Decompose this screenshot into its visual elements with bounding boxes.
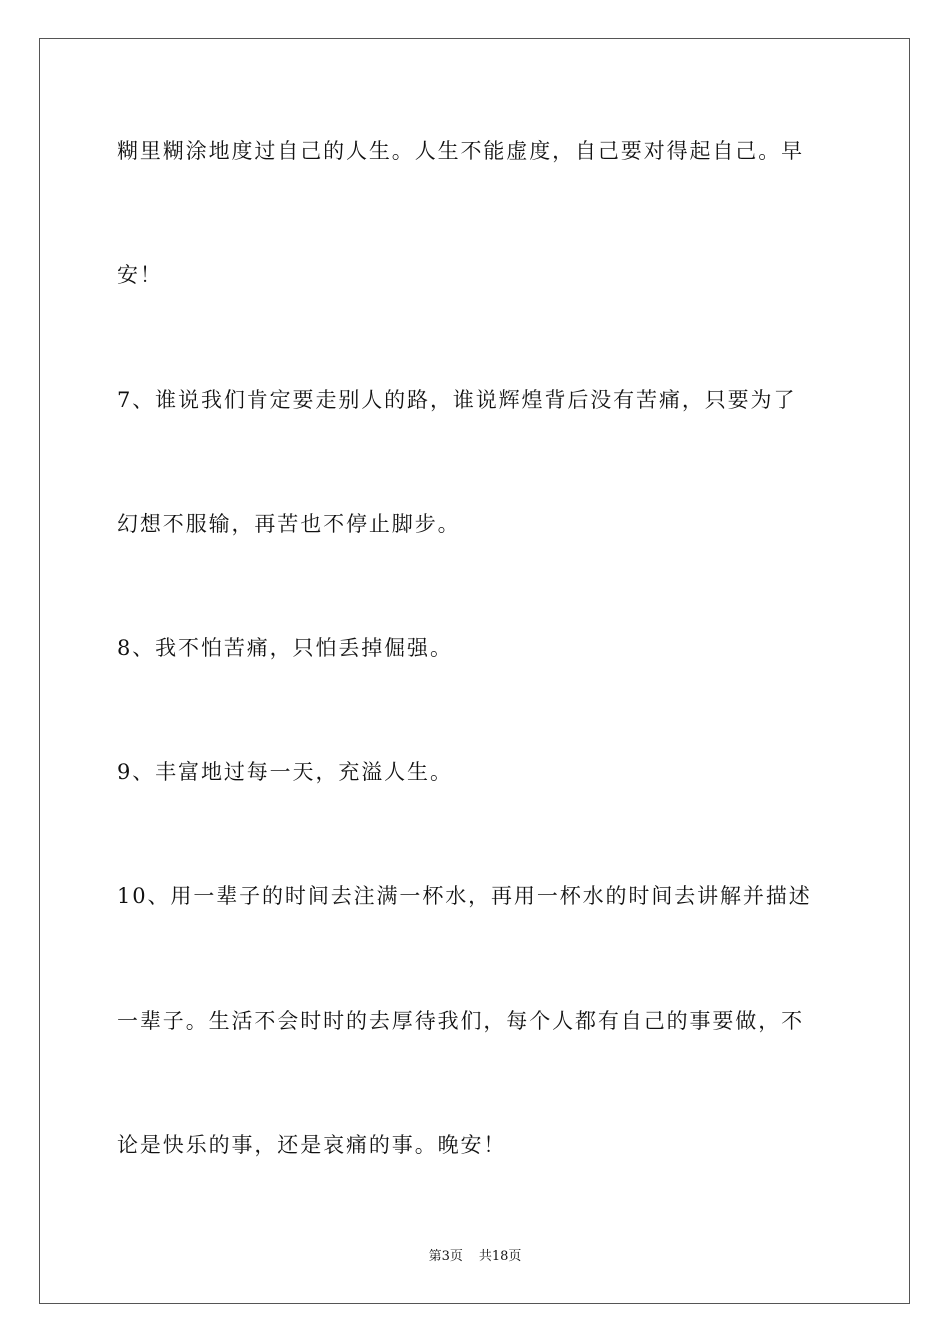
page-frame — [39, 38, 910, 1304]
body-line-7: 10、用一辈子的时间去注满一杯水，再用一杯水的时间去讲解并描述 — [117, 884, 812, 908]
body-line-2: 安！ — [117, 263, 163, 287]
total-pages: 共18页 — [478, 1249, 522, 1264]
body-line-3: 7、谁说我们肯定要走别人的路，谁说辉煌背后没有苦痛，只要为了 — [117, 388, 797, 412]
body-line-4: 幻想不服输，再苦也不停止脚步。 — [117, 512, 461, 536]
body-line-8: 一辈子。生活不会时时的去厚待我们，每个人都有自己的事要做，不 — [117, 1009, 804, 1033]
body-line-9: 论是快乐的事，还是哀痛的事。晚安！ — [117, 1133, 507, 1157]
page-footer — [0, 1248, 950, 1266]
page-number: 第3页 — [428, 1249, 463, 1264]
body-line-6: 9、丰富地过每一天，充溢人生。 — [117, 760, 453, 784]
body-line-1: 糊里糊涂地度过自己的人生。人生不能虚度，自己要对得起自己。早 — [117, 139, 804, 163]
body-line-5: 8、我不怕苦痛，只怕丢掉倔强。 — [117, 636, 453, 660]
